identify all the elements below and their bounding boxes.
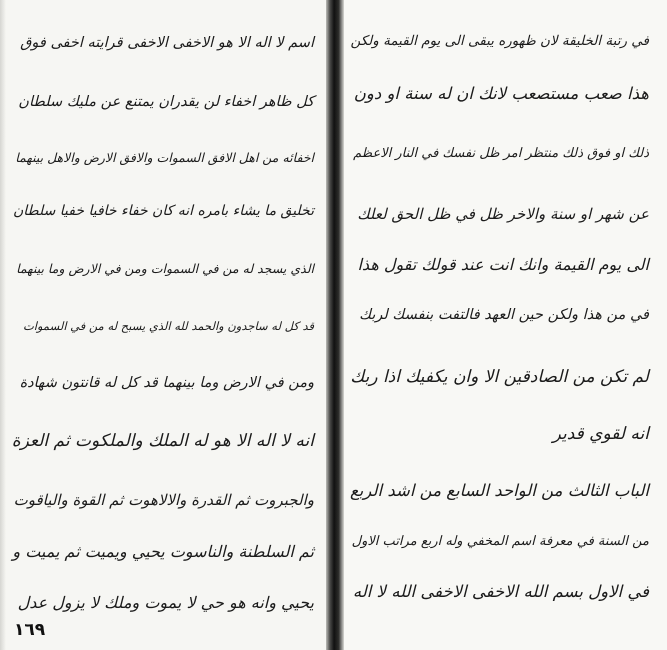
book-gutter xyxy=(326,0,344,650)
right-line-7: لم تكن من الصادقين الا وان يكفيك اذا ربك xyxy=(350,367,649,387)
left-line-9: والجبروت ثم القدرة والالاهوت ثم القوة والياقوت xyxy=(13,491,314,509)
page-edge-shadow xyxy=(0,0,6,650)
left-page xyxy=(0,0,326,650)
right-line-1: في رتبة الخليقة لان ظهوره يبقى الى يوم القيمة ولكن xyxy=(350,33,649,49)
right-page xyxy=(344,0,667,650)
left-line-8: انه لا اله الا هو له الملك والملكوت ثم العزة xyxy=(11,431,314,451)
left-line-4: تخليق ما يشاء بامره انه كان خفاء خافيا خفيا سلطان xyxy=(12,203,314,219)
right-line-6: في من هذا ولكن حين العهد فالتفت بنفسك لربك xyxy=(359,307,649,323)
left-line-10: ثم السلطنة والناسوت يحيي ويميت ثم يميت و xyxy=(12,542,314,561)
left-line-2: كل ظاهر اخفاء لن يقدران يمتنع عن مليك سلطان xyxy=(18,94,314,110)
right-line-4: عن شهر او سنة والاخر ظل في ظل الحق لعلك xyxy=(357,205,649,223)
left-line-7: ومن في الارض وما بينهما قد كل له قانتون شهادة xyxy=(19,375,314,391)
right-line-3: ذلك او فوق ذلك منتظر امر ظل نفسك في النار الاعظم xyxy=(353,146,649,161)
left-line-6: قد كل له ساجدون والحمد لله الذي يسبح له من في السموات xyxy=(22,319,314,333)
left-line-11: يحيي وانه هو حي لا يموت وملك لا يزول عدل xyxy=(17,593,314,612)
left-line-5: الذي يسجد له من في السموات ومن في الارض وما بينهما xyxy=(16,261,314,276)
left-line-1: اسم لا اله الا هو الاخفى الاخفى قرايته اخفى فوق xyxy=(20,35,314,51)
right-line-11: في الاول بسم الله الاخفى الاخفى الله لا اله xyxy=(352,582,649,601)
right-line-5: الى يوم القيمة وانك انت عند قولك تقول هذا xyxy=(357,255,649,274)
left-line-3: اخفائه من اهل الافق السموات والافق الارض والاهل بينهما xyxy=(15,150,314,165)
right-line-9: الباب الثالث من الواحد السابع من اشد الربع xyxy=(350,481,649,500)
right-line-10: من السنة في معرفة اسم المخفي وله اربع مراتب الاول xyxy=(351,534,649,549)
page-number: ١٦٩ xyxy=(14,620,46,640)
right-line-8: انه لقوي قدير xyxy=(552,424,649,444)
right-line-2: هذا صعب مستصعب لانك ان له سنة او دون xyxy=(353,84,649,103)
